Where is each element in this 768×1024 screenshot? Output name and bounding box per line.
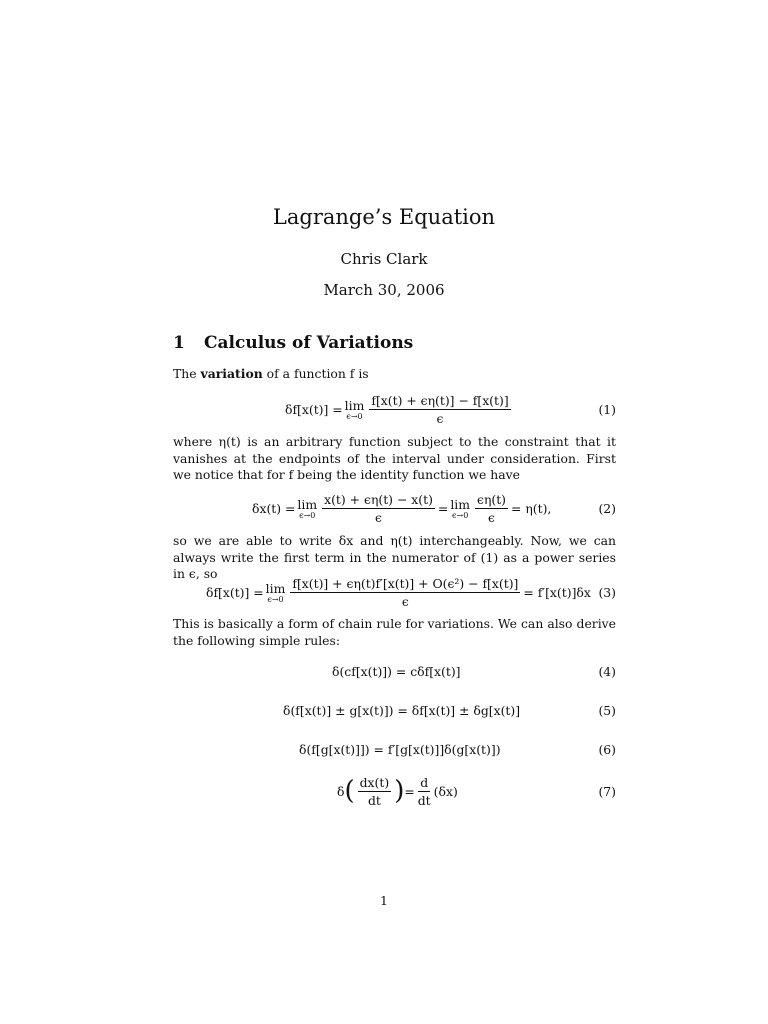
equation-6 xyxy=(173,729,616,769)
equals-sign: = xyxy=(437,500,449,516)
equals-sign: = xyxy=(404,783,415,799)
limit-subscript: ϵ→0 xyxy=(346,411,363,421)
left-paren: ( xyxy=(344,776,355,806)
equation-number: (6) xyxy=(598,741,616,757)
limit xyxy=(297,497,317,520)
equation-body: δ(cf[x(t)]) = cδf[x(t)] xyxy=(332,663,461,679)
fraction xyxy=(369,393,510,426)
limit-text: lim xyxy=(265,580,286,596)
paragraph-chain-rule: This is basically a form of chain rule for variations. We can also derive the following simple rules: xyxy=(173,616,616,648)
equation-lhs: δx(t) = xyxy=(252,500,296,516)
document-title: Lagrange’s Equation xyxy=(272,205,496,229)
limit-subscript: ϵ→0 xyxy=(267,594,284,604)
equation-number: (7) xyxy=(598,783,616,799)
equation-4 xyxy=(173,651,616,691)
equation-lhs: δf[x(t)] = xyxy=(285,401,343,417)
paragraph-eta-description: where η(t) is an arbitrary function subject to the constraint that it vanishes at the endpoints of the interval under consideration. First we notice that for f being the identity function we have xyxy=(173,434,616,482)
paragraph-text: The xyxy=(173,366,201,381)
numerator: d xyxy=(420,774,429,790)
denominator: ϵ xyxy=(401,593,409,609)
equation-number: (1) xyxy=(598,401,616,417)
equation-number: (5) xyxy=(598,702,616,718)
equation-body xyxy=(252,488,551,528)
limit xyxy=(266,581,286,604)
limit-text: lim xyxy=(297,496,318,512)
section-number: 1 xyxy=(173,333,185,353)
page-number: 1 xyxy=(380,893,388,908)
denominator: ϵ xyxy=(436,410,444,426)
right-paren: ) xyxy=(394,776,405,806)
numerator: ϵη(t) xyxy=(477,491,507,507)
limit xyxy=(345,398,365,421)
limit-text: lim xyxy=(344,397,365,413)
limit xyxy=(450,497,470,520)
section-heading xyxy=(173,333,413,353)
bold-term: variation xyxy=(200,366,263,381)
equation-lhs: δf[x(t)] = xyxy=(206,584,264,600)
equation-rhs: = f′[x(t)]δx xyxy=(523,584,591,600)
equation-body xyxy=(206,572,591,612)
limit-text: lim xyxy=(450,496,470,512)
numerator: x(t) + ϵη(t) − x(t) xyxy=(324,491,433,507)
delta-symbol: δ xyxy=(337,783,345,799)
denominator: ϵ xyxy=(488,509,495,525)
equation-5 xyxy=(173,690,616,730)
fraction xyxy=(322,492,435,525)
fraction xyxy=(418,775,431,808)
document-author: Chris Clark xyxy=(340,250,428,268)
paragraph-text: of a function f is xyxy=(262,366,369,381)
equation-rhs: (δx) xyxy=(433,783,458,799)
numerator: f[x(t)] + ϵη(t)f′[x(t)] + O(ϵ²) − f[x(t)] xyxy=(292,575,519,591)
fraction xyxy=(290,576,520,609)
denominator: dt xyxy=(417,792,431,808)
limit-subscript: ϵ→0 xyxy=(452,510,469,520)
equation-number: (2) xyxy=(598,500,616,516)
limit-subscript: ϵ→0 xyxy=(299,510,316,520)
denominator: ϵ xyxy=(375,509,382,525)
equation-number: (3) xyxy=(598,584,616,600)
equation-body xyxy=(285,389,514,429)
equation-2 xyxy=(173,488,616,528)
document-date: March 30, 2006 xyxy=(323,281,445,299)
paragraph-variation-definition xyxy=(173,366,616,383)
equation-1 xyxy=(173,389,616,429)
numerator: dx(t) xyxy=(359,774,390,790)
denominator: dt xyxy=(367,792,381,808)
equation-rhs: = η(t), xyxy=(511,500,552,516)
fraction xyxy=(358,775,392,808)
numerator: f[x(t) + ϵη(t)] − f[x(t)] xyxy=(371,392,509,408)
equation-body xyxy=(337,771,458,811)
equation-7 xyxy=(173,771,616,811)
equation-3 xyxy=(173,572,616,612)
equation-body: δ(f[x(t)] ± g[x(t)]) = δf[x(t)] ± δg[x(t)] xyxy=(283,702,521,718)
fraction xyxy=(475,492,508,525)
section-title: Calculus of Variations xyxy=(204,333,414,353)
equation-body: δ(f[g[x(t)]]) = f′[g[x(t)]]δ(g[x(t)]) xyxy=(299,741,501,757)
equation-number: (4) xyxy=(598,663,616,679)
paragraph-power-series: so we are able to write δx and η(t) interchangeably. Now, we can always write the first term in the numerator of (1) as a power series in ϵ, so xyxy=(173,533,616,581)
